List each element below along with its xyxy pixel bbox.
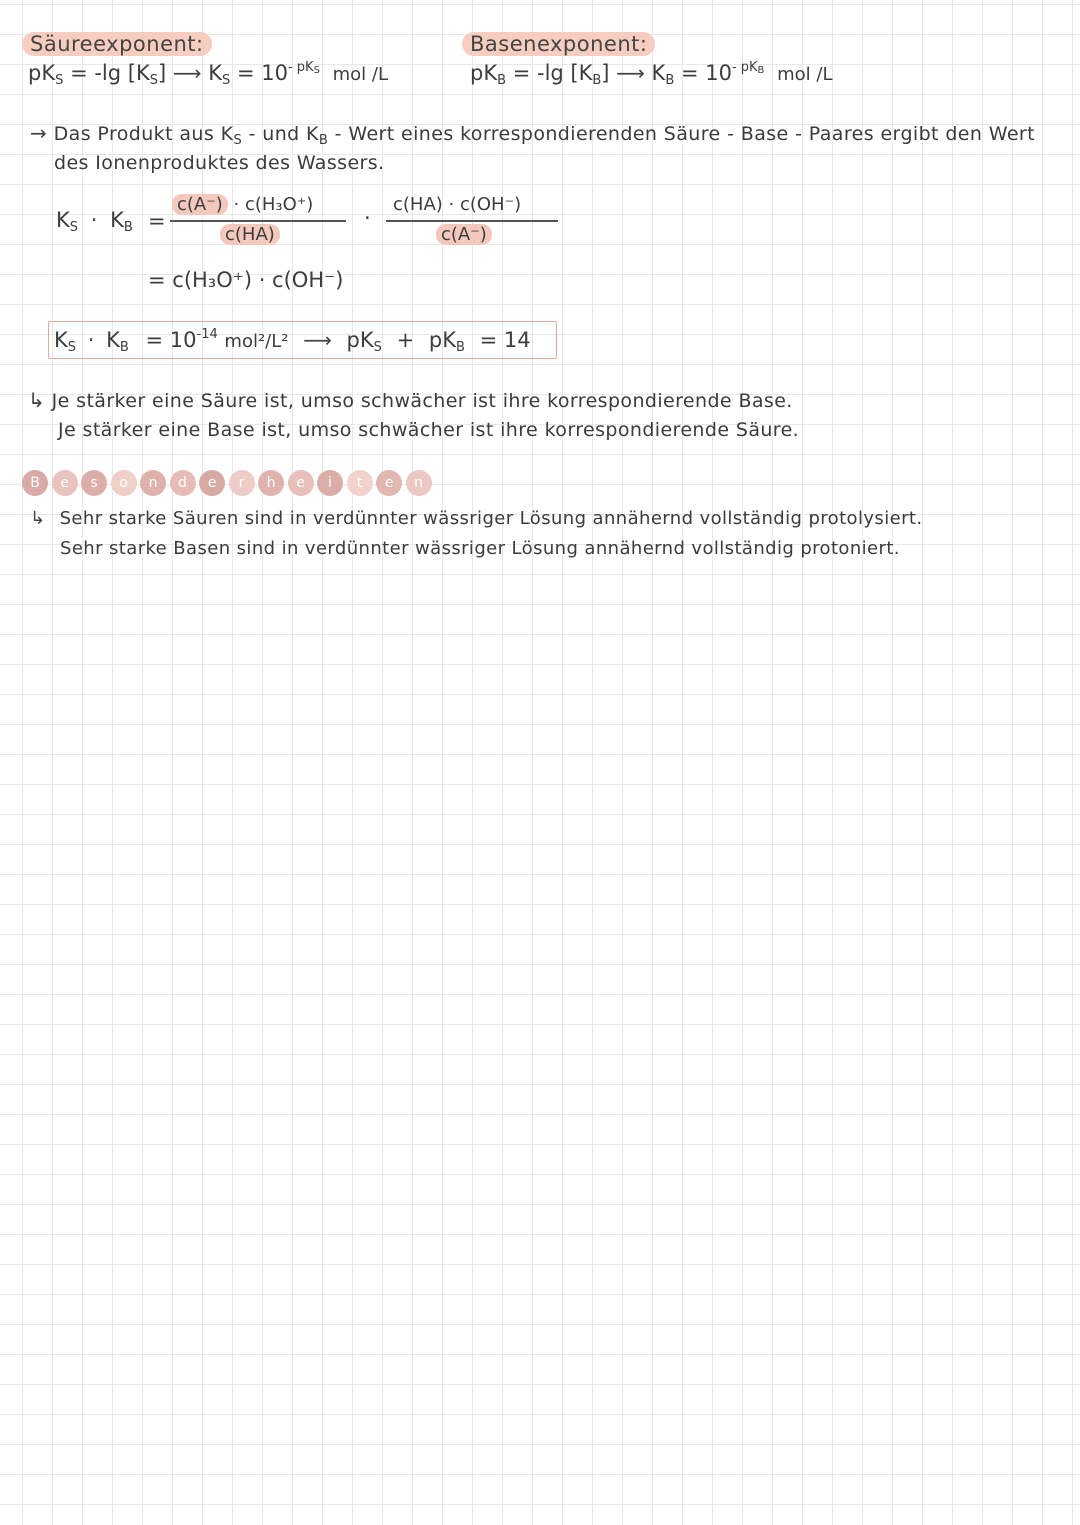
cancel-highlight: c(A⁻): [172, 194, 228, 215]
heading-letter-circle: e: [288, 470, 314, 496]
statement-line-2: des Ionenproduktes des Wassers.: [54, 152, 385, 174]
derivation-equals: =: [148, 209, 166, 233]
result-formula: $K_S \cdot K_B = 10^{-14}$ mol²/L² ⟶ $pK_S + pK_B = 14$: [54, 327, 531, 355]
multiply-dot: ·: [364, 206, 371, 230]
heading-basenexponent: Basenexponent:: [462, 32, 655, 56]
heading-letter-circle: t: [347, 470, 373, 496]
formula-pkb: $pK_B = -\lg$ $[K_B]$ ⟶ $K_B = 10^{- pK_B}$ mol /L: [470, 60, 833, 88]
cancel-highlight: c(HA): [220, 224, 280, 245]
special-line-2: Sehr starke Basen sind in verdünnter wässriger Lösung annähernd vollständig protoniert.: [60, 538, 900, 559]
arrow-right-icon: ⟶: [303, 328, 332, 352]
arrow-right-icon: ⟶: [172, 61, 202, 85]
heading-letter-circle: h: [258, 470, 284, 496]
arrow-right-icon: →: [30, 121, 48, 145]
fraction-1-denominator: [220, 224, 280, 245]
fraction-1-numerator: c(A⁻) · c(H₃O⁺): [172, 194, 313, 215]
heading-letter-circle: e: [52, 470, 78, 496]
statement-line-1: → Das Produkt aus $K_S$ - und $K_B$ - Wert eines korrespondierenden Säure - Base - Paares ergibt den Wert: [30, 121, 1035, 148]
heading-letter-circle: n: [406, 470, 432, 496]
heading-letter-circle: o: [111, 470, 137, 496]
heading-letter-circle: n: [140, 470, 166, 496]
derivation-lhs: $K_S \cdot K_B$: [56, 208, 133, 235]
fraction-2-denominator: [436, 224, 492, 245]
heading-letter-circle: B: [22, 470, 48, 496]
hook-arrow-icon: ↳: [28, 388, 46, 412]
heading-letter-circle: i: [317, 470, 343, 496]
fraction-2-line: [386, 220, 558, 222]
heading-letter-circle: e: [376, 470, 402, 496]
fraction-1-line: [170, 220, 346, 222]
heading-letter-circle: d: [170, 470, 196, 496]
heading-saeureexponent: Säureexponent:: [22, 32, 212, 56]
conclusion-line-2: Je stärker eine Base ist, umso schwächer ist ihre korrespondierende Säure.: [58, 419, 800, 441]
cancel-highlight: c(A⁻): [436, 224, 492, 245]
heading-letter-circle: s: [81, 470, 107, 496]
special-line-1: ↳ Sehr starke Säuren sind in verdünnter wässriger Lösung annähernd vollständig protolysiert.: [30, 508, 923, 529]
heading-letter-circle: r: [229, 470, 255, 496]
heading-letter-circle: e: [199, 470, 225, 496]
hook-arrow-icon: ↳: [30, 508, 46, 529]
formula-pks: $pK_S = -\lg$ $[K_S]$ ⟶ $K_S = 10^{- pK_S}$ mol /L: [28, 60, 388, 88]
fraction-2-numerator: c(HA) · c(OH⁻): [393, 194, 522, 215]
conclusion-line-1: ↳ Je stärker eine Säure ist, umso schwächer ist ihre korrespondierende Base.: [28, 388, 793, 412]
arrow-right-icon: ⟶: [616, 61, 645, 85]
derivation-line-2: = c(H₃O⁺) · c(OH⁻): [148, 268, 344, 292]
